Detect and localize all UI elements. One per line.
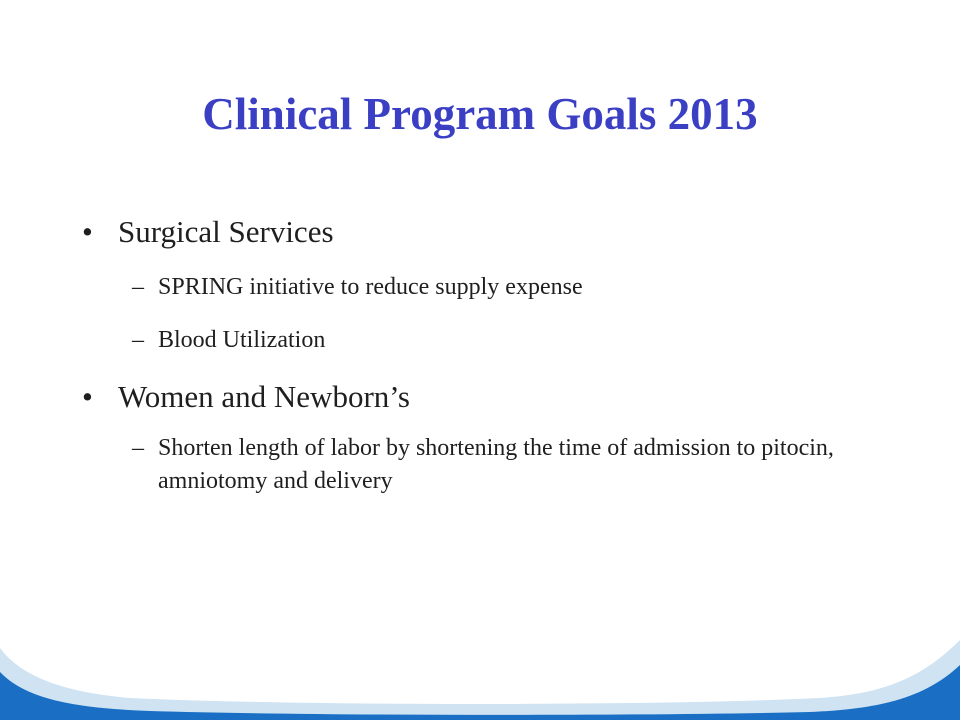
bullet-dot: •: [82, 379, 93, 414]
bullet-dot: •: [82, 214, 93, 249]
sub-bullet-text: Blood Utilization: [158, 327, 326, 353]
sub-bullet-dash: –: [132, 327, 144, 353]
bullet-surgical-services: [80, 212, 900, 252]
slide-title: Clinical Program Goals 2013: [202, 89, 758, 139]
wave-decoration: [0, 620, 960, 720]
bullet-text: Surgical Services: [118, 214, 334, 249]
wave-light-band: [0, 640, 960, 720]
sub-bullet-text: SPRING initiative to reduce supply expense: [158, 274, 583, 300]
sub-bullet-dash: –: [132, 435, 144, 461]
bullet-women-and-newborns: [80, 377, 900, 417]
sub-bullet-shorten-labor: [80, 432, 900, 498]
sub-bullet-blood-utilization: [80, 324, 900, 357]
bullet-text: Women and Newborn’s: [118, 379, 410, 414]
sub-bullet-text: Shorten length of labor by shortening the time of admission to pitocin, amniotomy and delivery: [158, 435, 834, 494]
slide-body: [80, 212, 900, 498]
sub-bullet-dash: –: [132, 274, 144, 300]
sub-bullet-spring-initiative: [80, 271, 900, 304]
